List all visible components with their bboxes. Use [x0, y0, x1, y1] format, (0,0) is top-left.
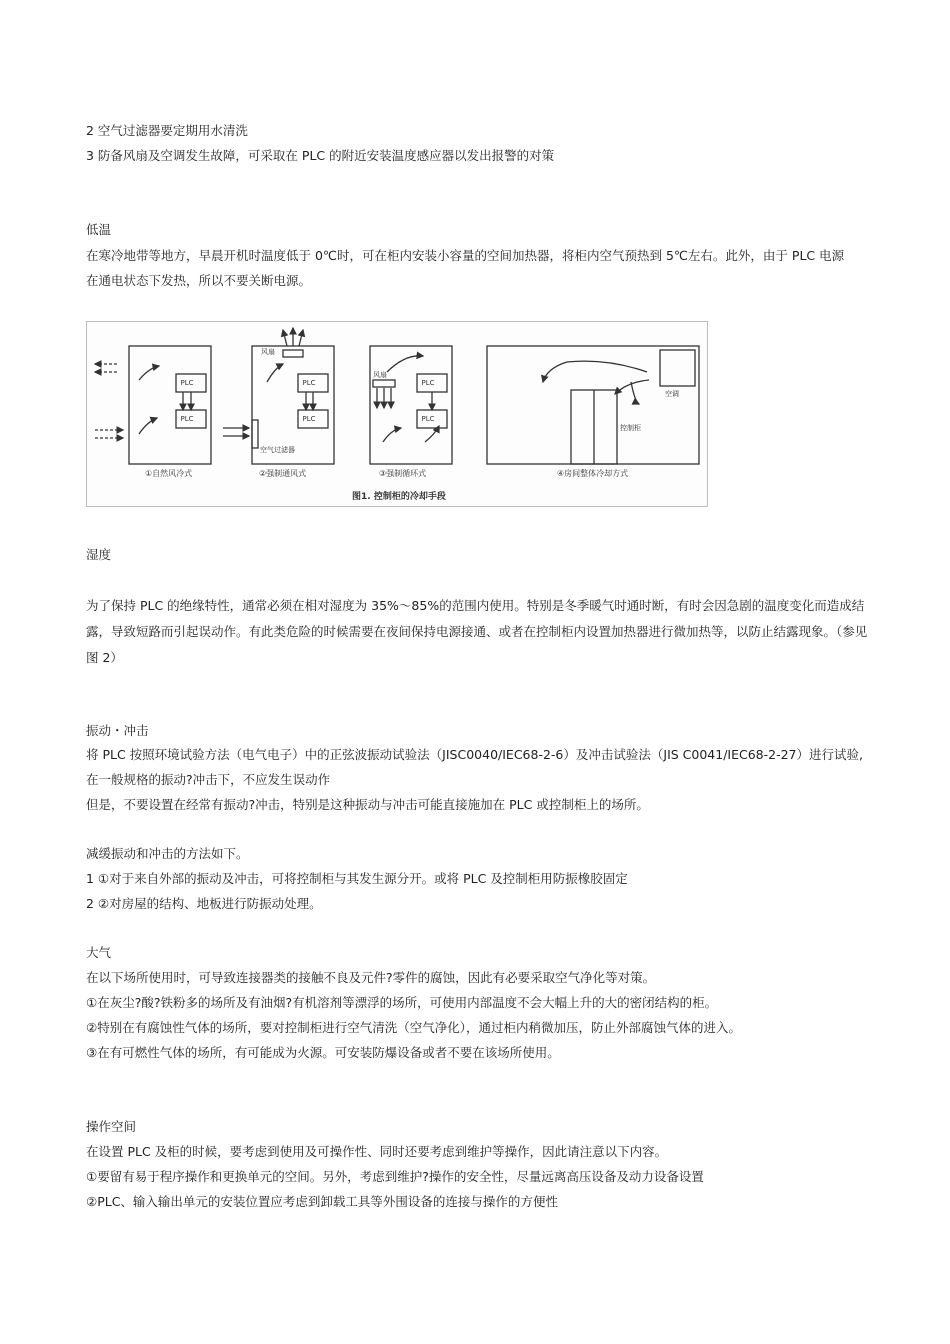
fan-box	[283, 350, 303, 357]
filter-label: 空气过滤器	[260, 446, 295, 454]
humidity-paragraph: 为了保持 PLC 的绝缘特性，通常必须在相对湿度为 35%～85%的范围内使用。特别是冬季暖气时通时断，有时会因急剧的温度变化而造成结露，导致短路而引起误动作。有此类危险的时候需要在夜间保持电源接通、或者在控制柜内设置加热器进行微加热等，以防止结露现象。（参见图 2）	[86, 598, 868, 665]
panel-label: ③强制循环式	[379, 469, 427, 478]
plc-label: PLC	[180, 415, 194, 423]
section-title-operation-space: 操作空间	[86, 1119, 137, 1134]
text-line: 将 PLC 按照环境试验方法（电气电子）中的正弦波振动试验法（JISC0040/IEC68-2-6）及冲击试验法（JIS C0041/IEC68-2-27）进行试验,	[86, 747, 863, 762]
text-line: 减缓振动和冲击的方法如下。	[86, 846, 249, 861]
text-line: ③在有可燃性气体的场所，有可能成为火源。可安装防爆设备或者不要在该场所使用。	[86, 1045, 560, 1060]
cabinet-outline	[370, 346, 452, 464]
text-line: 在寒冷地带等地方，早晨开机时温度低于 0℃时，可在柜内安装小容量的空间加热器，将柜内空气预热到 5℃左右。此外，由于 PLC 电源	[86, 248, 845, 263]
text-line: ②特别在有腐蚀性气体的场所，要对控制柜进行空气清洗（空气净化），通过柜内稍微加压，防止外部腐蚀气体的进入。	[86, 1020, 741, 1035]
text-line: 但是，不要设置在经常有振动?冲击，特别是这种振动与冲击可能直接施加在 PLC 或控制柜上的场所。	[86, 797, 649, 812]
section-title-humidity: 湿度	[86, 547, 112, 562]
figure-caption: 图1. 控制柜的冷却手段	[352, 492, 446, 502]
text-line: ②PLC、输入输出单元的安装位置应考虑到卸载工具等外围设备的连接与操作的方便性	[86, 1194, 558, 1209]
aircon-label: 空调	[665, 390, 679, 398]
control-cabinet-label: 控制柜	[620, 424, 641, 432]
section-title-low-temp: 低温	[86, 222, 112, 237]
plc-label: PLC	[180, 379, 194, 387]
panel-label: ①自然风冷式	[145, 469, 193, 478]
text-line: 在设置 PLC 及柜的时候，要考虑到使用及可操作性、同时还要考虑到维护等操作，因此请注意以下内容。	[86, 1144, 668, 1159]
cooling-methods-figure	[86, 321, 708, 507]
room-outline	[487, 346, 699, 464]
text-line: 2 空气过滤器要定期用水清洗	[86, 123, 248, 138]
text-line: 在一般规格的振动?冲击下，不应发生误动作	[86, 772, 331, 787]
fan-label: 风扇	[373, 371, 387, 379]
plc-label: PLC	[421, 379, 435, 387]
text-line: ①在灰尘?酸?铁粉多的场所及有油烟?有机溶剂等漂浮的场所，可使用内部温度不会大幅上升的大的密闭结构的柜。	[86, 995, 718, 1010]
text-line: 1 ①对于来自外部的振动及冲击，可将控制柜与其发生源分开。或将 PLC 及控制柜用防振橡胶固定	[86, 871, 628, 886]
fan-label: 风扇	[261, 348, 275, 356]
text-line: 在以下场所使用时，可导致连接器类的接触不良及元件?零件的腐蚀，因此有必要采取空气净化等对策。	[86, 970, 656, 985]
text-line: 在通电状态下发热，所以不要关断电源。	[86, 273, 312, 288]
panel-label: ②强制通风式	[259, 469, 307, 478]
plc-label: PLC	[302, 379, 316, 387]
section-title-vibration: 振动・冲击	[86, 723, 149, 738]
filter-box	[252, 420, 258, 448]
fan-box	[373, 380, 395, 387]
plc-label: PLC	[421, 415, 435, 423]
aircon-box	[660, 350, 695, 386]
section-title-atmosphere: 大气	[86, 945, 112, 960]
text-line: 2 ②对房屋的结构、地板进行防振动处理。	[86, 896, 322, 911]
plc-label: PLC	[302, 415, 316, 423]
panel-label: ④房间整体冷却方式	[557, 469, 629, 478]
cabinet-outline	[129, 346, 211, 464]
text-line: 3 防备风扇及空调发生故障，可采取在 PLC 的附近安装温度感应器以发出报警的对策	[86, 148, 555, 163]
text-line: ①要留有易于程序操作和更换单元的空间。另外，考虑到维护?操作的安全性，尽量远离高压设备及动力设备设置	[86, 1169, 704, 1184]
